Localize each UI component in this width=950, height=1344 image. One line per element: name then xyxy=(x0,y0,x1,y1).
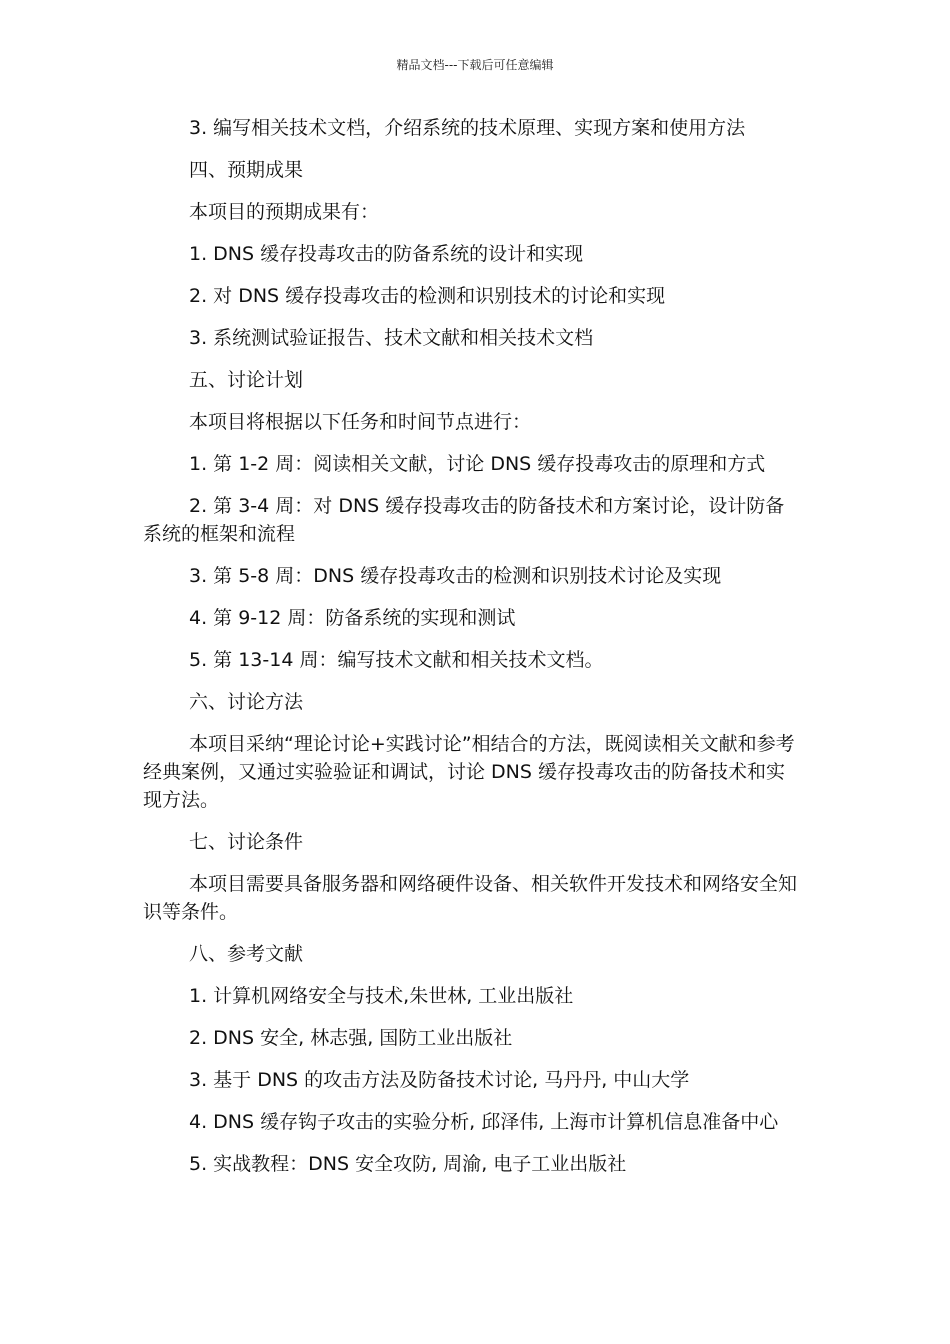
section-heading-method: 六、讨论方法 xyxy=(189,691,304,713)
list-item-write-docs: 3. 编写相关技术文档，介绍系统的技术原理、实现方案和使用方法 xyxy=(189,117,746,139)
page-header: 精品文档---下载后可任意编辑 xyxy=(396,58,554,72)
plan-item-1: 1. 第 1-2 周：阅读相关文献，讨论 DNS 缓存投毒攻击的原理和方式 xyxy=(189,453,766,475)
intro-plan: 本项目将根据以下任务和时间节点进行： xyxy=(189,411,532,433)
section-heading-expected-results: 四、预期成果 xyxy=(189,159,304,181)
result-item-2: 2. 对 DNS 缓存投毒攻击的检测和识别技术的讨论和实现 xyxy=(189,285,666,307)
method-paragraph: 本项目采纳“理论讨论+实践讨论”相结合的方法，既阅读相关文献和参考经典案例，又通过实验验证和调试，讨论 DNS 缓存投毒攻击的防备技术和实现方法。 xyxy=(143,733,795,811)
plan-item-3: 3. 第 5-8 周：DNS 缓存投毒攻击的检测和识别技术讨论及实现 xyxy=(189,565,722,587)
section-heading-conditions: 七、讨论条件 xyxy=(189,831,304,853)
plan-item-5: 5. 第 13-14 周：编写技术文献和相关技术文档。 xyxy=(189,649,604,671)
conditions-paragraph: 本项目需要具备服务器和网络硬件设备、相关软件开发技术和网络安全知识等条件。 xyxy=(143,873,798,923)
intro-expected-results: 本项目的预期成果有： xyxy=(189,201,380,223)
result-item-3: 3. 系统测试验证报告、技术文献和相关技术文档 xyxy=(189,327,594,349)
section-heading-plan: 五、讨论计划 xyxy=(189,369,304,391)
result-item-1: 1. DNS 缓存投毒攻击的防备系统的设计和实现 xyxy=(189,243,584,265)
plan-item-2: 2. 第 3-4 周：对 DNS 缓存投毒攻击的防备技术和方案讨论，设计防备系统的框架和流程 xyxy=(143,495,785,545)
plan-item-4: 4. 第 9-12 周：防备系统的实现和测试 xyxy=(189,607,516,629)
section-heading-references: 八、参考文献 xyxy=(189,943,304,965)
reference-item-4: 4. DNS 缓存钩子攻击的实验分析, 邱泽伟, 上海市计算机信息准备中心 xyxy=(189,1111,779,1133)
reference-item-1: 1. 计算机网络安全与技术,朱世林, 工业出版社 xyxy=(189,985,574,1007)
document-body xyxy=(143,114,803,1192)
reference-item-2: 2. DNS 安全, 林志强, 国防工业出版社 xyxy=(189,1027,513,1049)
reference-item-3: 3. 基于 DNS 的攻击方法及防备技术讨论, 马丹丹, 中山大学 xyxy=(189,1069,690,1091)
reference-item-5: 5. 实战教程：DNS 安全攻防, 周渝, 电子工业出版社 xyxy=(189,1153,627,1175)
